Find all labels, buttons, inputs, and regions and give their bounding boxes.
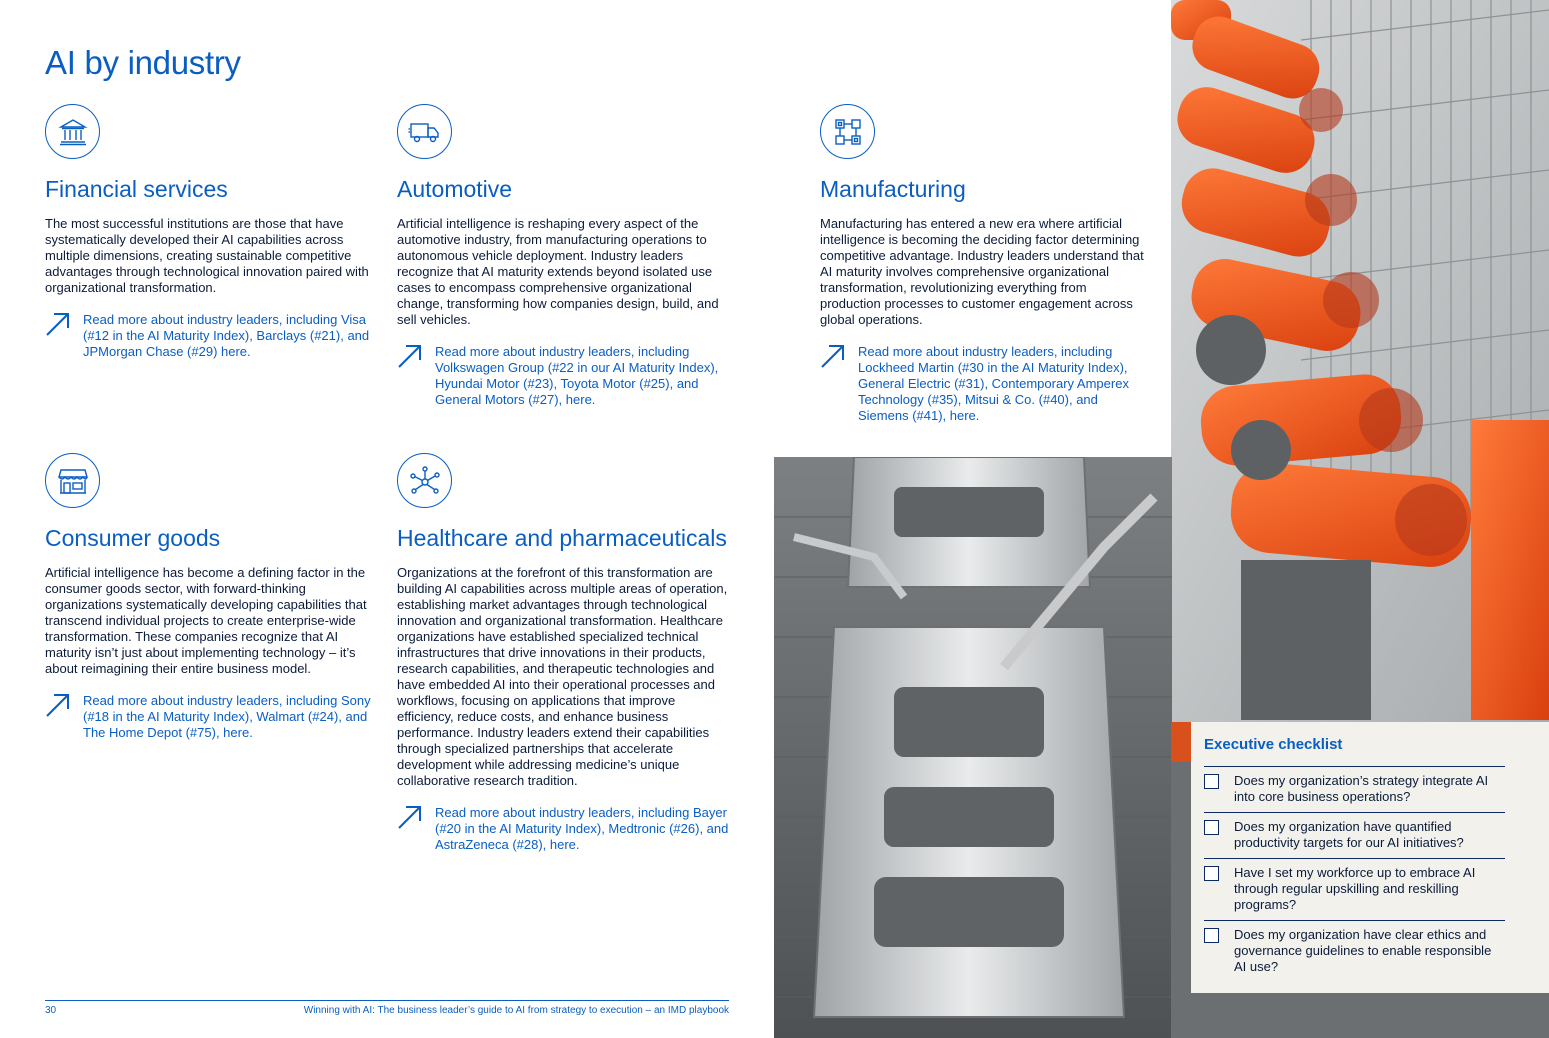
arrow-up-right-icon [397,344,422,369]
executive-checklist [1191,722,1549,993]
checklist-item[interactable] [1204,920,1505,982]
arrow-up-right-icon [45,312,70,337]
checklist-item-text: Does my organization have clear ethics and governance guidelines to enable responsible AI use? [1234,927,1492,974]
checklist-item[interactable] [1204,766,1505,812]
checklist-item-text: Does my organization have quantified productivity targets for our AI initiatives? [1234,819,1464,850]
checkbox[interactable] [1204,928,1219,943]
bank-icon [45,104,100,159]
section-title: Manufacturing [820,176,966,202]
checklist-item[interactable] [1204,858,1505,920]
read-more-text[interactable]: Read more about industry leaders, including Visa (#12 in the AI Maturity Index), Barclays (#21), and JPMorgan Chase (#29) here. [83,312,370,359]
checklist-item-text: Have I set my workforce up to embrace AI through regular upskilling and reskilling programs? [1234,865,1476,912]
section-healthcare [397,453,729,853]
read-more-link[interactable] [45,693,375,741]
page-title: AI by industry [45,44,241,81]
page-footer [45,1000,729,1016]
robot-arms-photo [1171,0,1549,722]
read-more-link[interactable] [397,344,729,408]
truck-icon [397,104,452,159]
read-more-text[interactable]: Read more about industry leaders, including Volkswagen Group (#22 in our AI Maturity Index), Hyundai Motor (#23), Toyota Motor (#25), and General Motors (#27), here. [435,344,719,407]
arrow-up-right-icon [397,805,422,830]
read-more-link[interactable] [397,805,729,853]
arrow-up-right-icon [820,344,845,369]
read-more-link[interactable] [820,344,1148,424]
section-body: Artificial intelligence has become a defining factor in the consumer goods sector, with forward-thinking organizations systematically developing capabilities that transcend individual projects to create enterprise-wide transformation. These companies recognize that AI maturity isn’t just about implementing technology – it’s about reimagining their entire business model. [45,565,367,676]
section-consumer-goods [45,453,375,741]
car-assembly-photo [774,457,1172,1038]
section-title: Financial services [45,176,228,202]
process-icon [820,104,875,159]
checklist-title: Executive checklist [1204,736,1343,753]
read-more-text[interactable]: Read more about industry leaders, including Lockheed Martin (#30 in the AI Maturity Index), General Electric (#31), Contemporary Amperex Technology (#35), Mitsui & Co. (#40), and Siemens (#41), here. [858,344,1129,423]
section-automotive [397,104,729,408]
read-more-text[interactable]: Read more about industry leaders, including Bayer (#20 in the AI Maturity Index), Medtronic (#26), and AstraZeneca (#28), here. [435,805,729,852]
arrow-up-right-icon [45,693,70,718]
page-number: 30 [45,1005,57,1016]
storefront-icon [45,453,100,508]
section-body: The most successful institutions are those that have systematically developed their AI capabilities across multiple dimensions, creating sustainable competitive advantages through technological innovation paired with organizational transformation. [45,216,369,295]
checklist-item[interactable] [1204,812,1505,858]
section-title: Consumer goods [45,525,221,551]
read-more-text[interactable]: Read more about industry leaders, including Sony (#18 in the AI Maturity Index), Walmart (#24), and The Home Depot (#75), here. [83,693,371,740]
section-title: Healthcare and pharmaceuticals [397,525,727,551]
checkbox[interactable] [1204,774,1219,789]
molecule-icon [397,453,452,508]
section-financial-services [45,104,375,360]
section-manufacturing [820,104,1148,424]
checkbox[interactable] [1204,866,1219,881]
publication-title: Winning with AI: The business leader’s guide to AI from strategy to execution – an IMD playbook [303,1005,729,1016]
section-body: Artificial intelligence is reshaping every aspect of the automotive industry, from manufacturing operations to autonomous vehicle deployment. Industry leaders recognize that AI maturity extends beyond isolated use cases to encompass comprehensive organizational change, transforming how companies design, build, and sell vehicles. [397,216,719,327]
section-body: Organizations at the forefront of this transformation are building AI capabilities across multiple areas of operation, establishing market advantages through technological innovation and organizational transformation. Healthcare organizations have established specialized technical infrastructures that drive innovations in their products, research capabilities, and therapeutic technologies and have embedded AI into their operational processes and workflows, focusing on applications that improve efficiency, reduce costs, and enhance business performance. Industry leaders extend their capabilities through specialized partnerships that accelerate development while addressing medicine’s unique collaborative research tradition. [397,565,728,788]
checklist-item-text: Does my organization’s strategy integrate AI into core business operations? [1234,773,1489,804]
section-body: Manufacturing has entered a new era where artificial intelligence is becoming the deciding factor determining competitive advantage. Industry leaders understand that AI maturity involves comprehensive organizational transformation, revolutionizing everything from production processes to customer engagement across global operations. [820,216,1144,327]
checkbox[interactable] [1204,820,1219,835]
read-more-link[interactable] [45,312,375,360]
section-title: Automotive [397,176,513,202]
